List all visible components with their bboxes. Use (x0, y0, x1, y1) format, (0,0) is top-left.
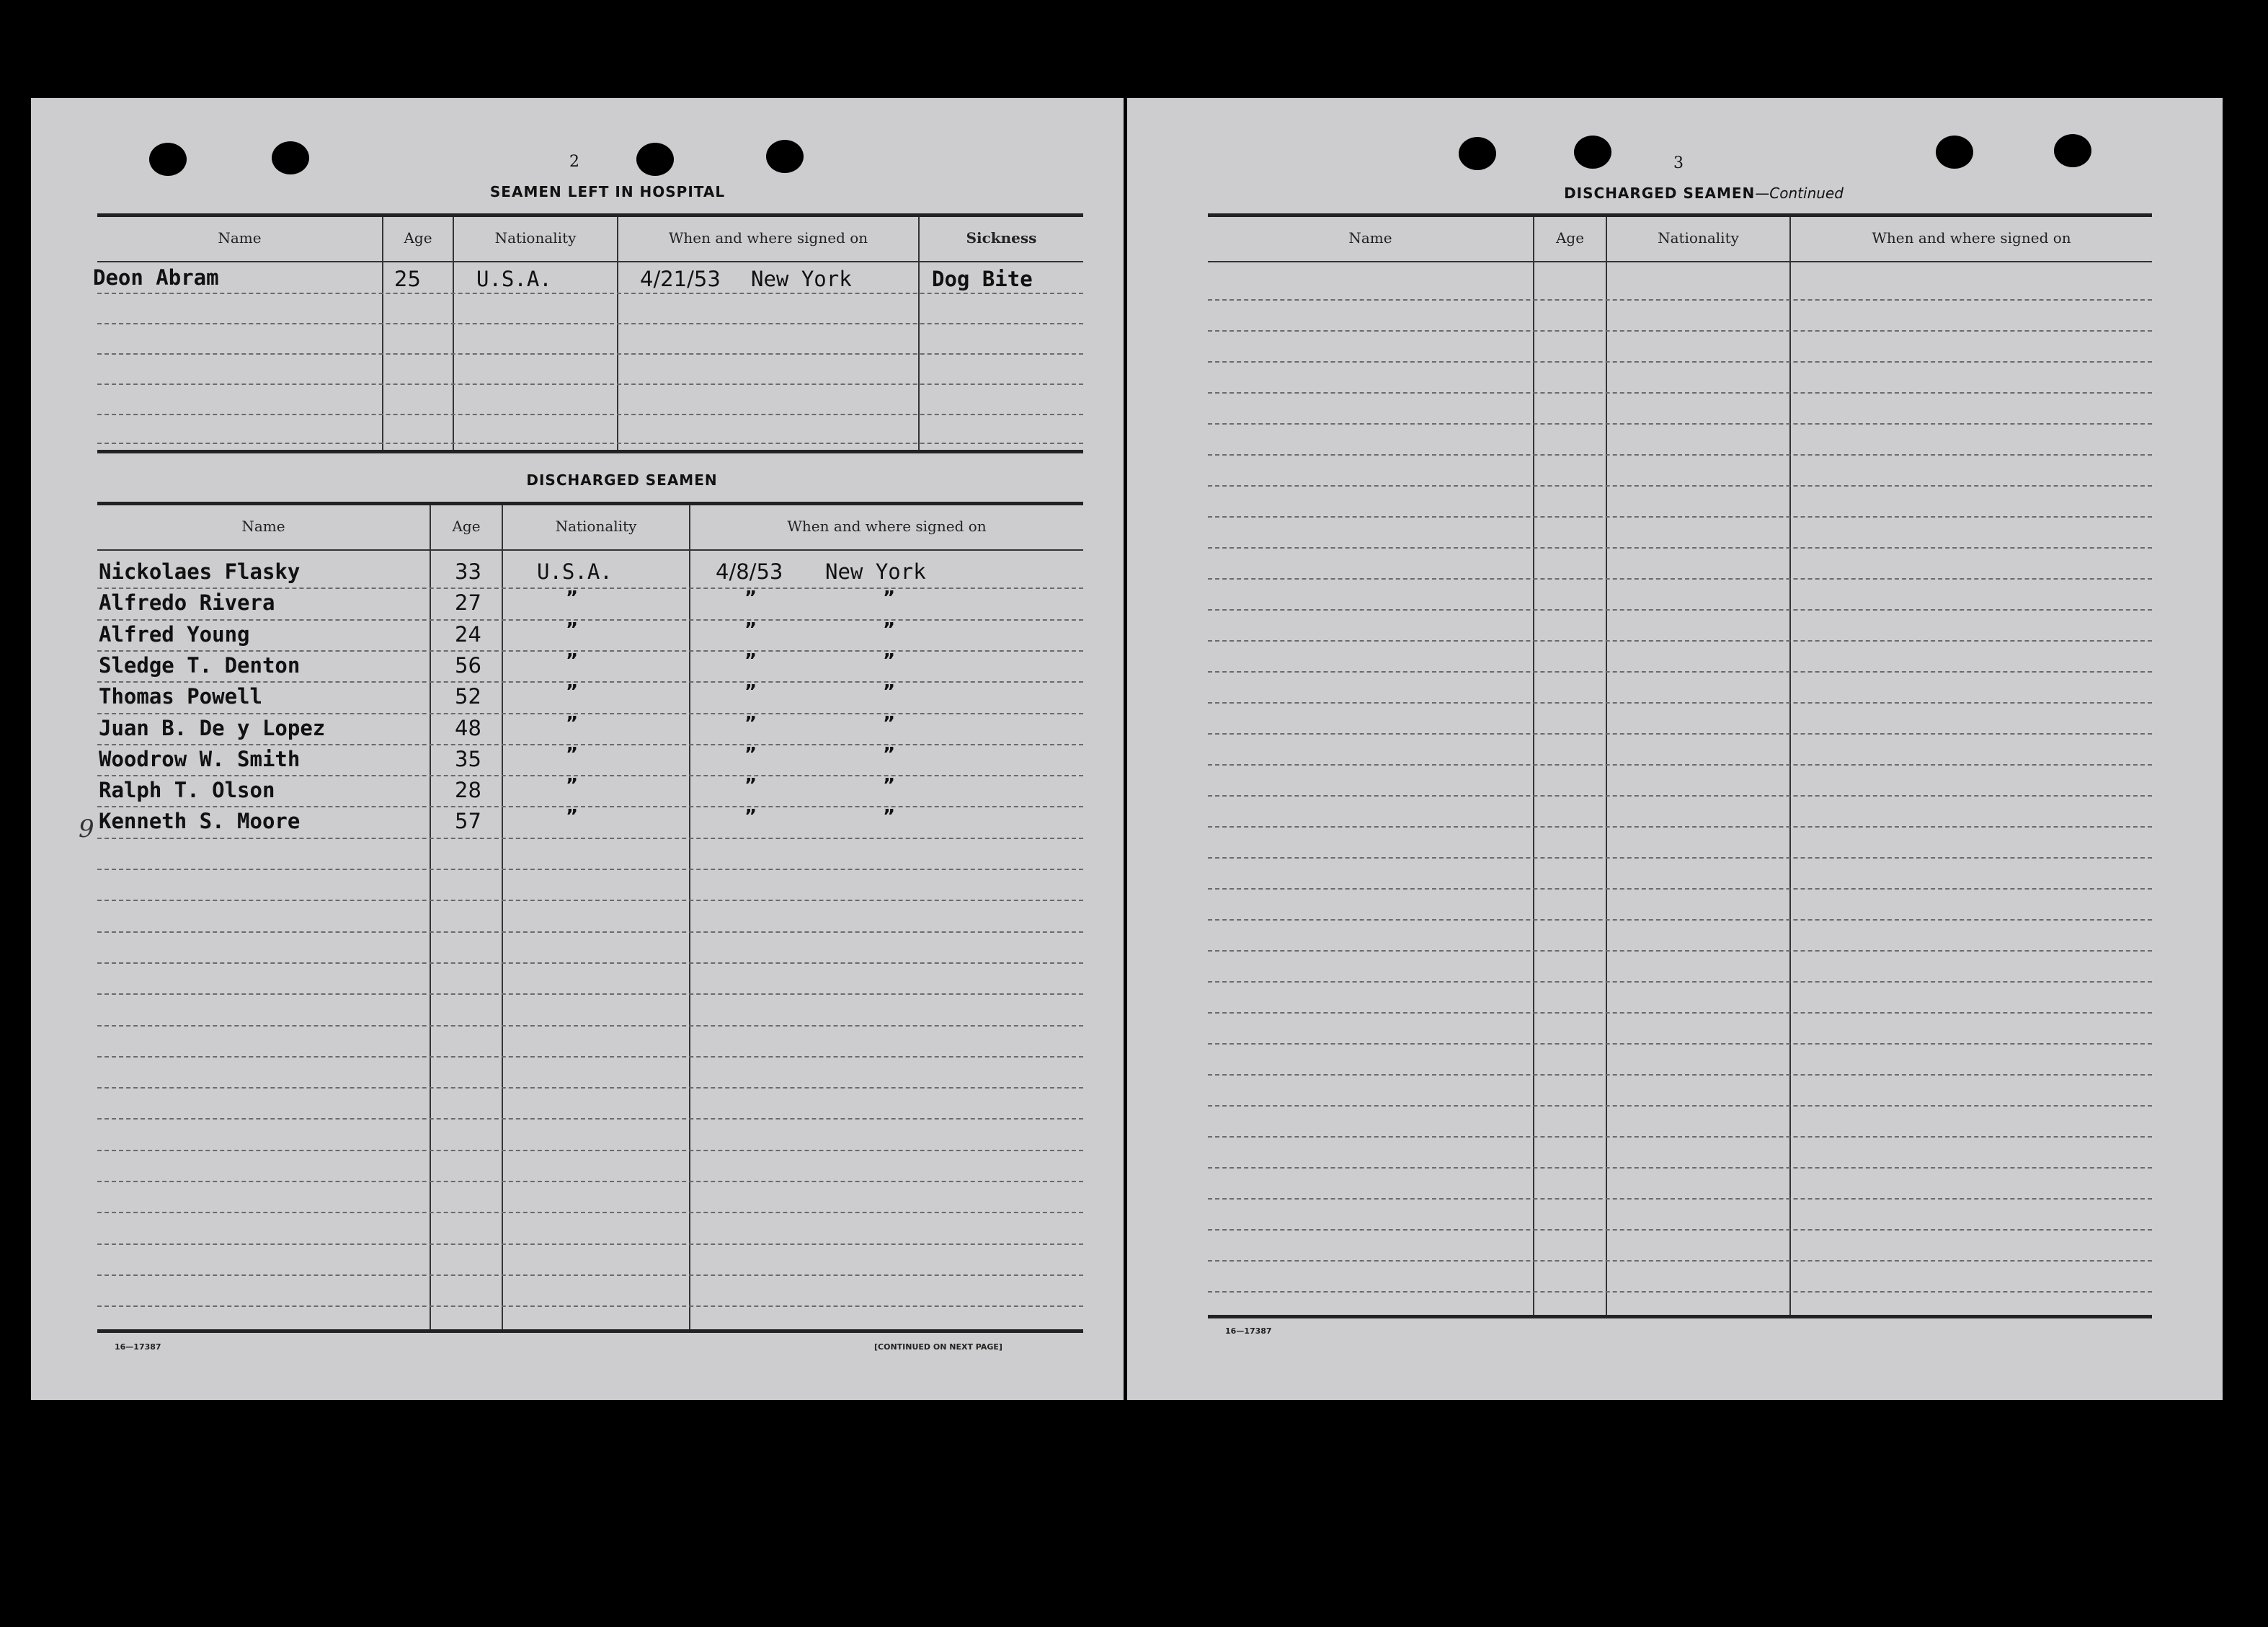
ditto-mark: ” (883, 713, 896, 735)
seaman-age: 24 (455, 622, 481, 647)
row-line (1208, 547, 2152, 549)
table-top-rule (97, 213, 1083, 217)
table-bottom-rule (97, 450, 1083, 453)
seaman-age: 48 (455, 716, 481, 740)
table-row (31, 744, 1124, 776)
ditto-mark: ” (883, 806, 896, 828)
page-number: 2 (569, 153, 579, 171)
seaman-name: Sledge T. Denton (99, 653, 301, 678)
ditto-mark: ” (883, 681, 896, 703)
seaman-age: 28 (455, 778, 481, 802)
seaman-age: 33 (455, 559, 481, 584)
column-header-age: Age (452, 518, 481, 535)
right-page (1127, 98, 2223, 1400)
column-header-sickness: Sickness (966, 229, 1037, 247)
column-header-signed-on: When and where signed on (787, 518, 987, 535)
column-divider (1533, 217, 1534, 1315)
row-line (97, 1056, 1083, 1058)
seaman-age: 25 (394, 267, 421, 291)
row-line (97, 414, 1083, 415)
table-header-rule (97, 549, 1083, 551)
column-divider (1606, 217, 1607, 1315)
discharged-continued-title (1487, 185, 1920, 202)
column-header-name: Name (241, 518, 285, 535)
table-row (31, 559, 1124, 588)
column-header-age: Age (1555, 229, 1585, 247)
row-line (1208, 981, 2152, 983)
row-line (97, 1150, 1083, 1151)
seaman-age: 27 (455, 590, 481, 615)
seaman-nationality: U.S.A. (537, 559, 613, 584)
seaman-name: Nickolaes Flasky (99, 559, 301, 584)
ditto-mark: ” (883, 744, 896, 766)
ditto-mark: ” (883, 775, 896, 797)
row-line (1208, 1167, 2152, 1169)
margin-mark: 9 (79, 815, 94, 843)
table-row (31, 713, 1124, 745)
table-row (31, 619, 1124, 651)
discharged-title: DISCHARGED SEAMEN (526, 471, 718, 489)
punch-hole (1936, 136, 1973, 169)
table-row (31, 681, 1124, 713)
ditto-mark: ” (566, 775, 579, 797)
row-line (97, 1118, 1083, 1120)
row-line (1208, 1136, 2152, 1138)
column-divider (1789, 217, 1791, 1315)
row-line (97, 1212, 1083, 1213)
table-header-rule (1208, 261, 2152, 262)
signed-on-date: 4/8/53 (716, 559, 783, 584)
punch-hole (272, 141, 309, 174)
row-line (97, 443, 1083, 444)
column-header-age: Age (404, 229, 432, 247)
table-row (31, 775, 1124, 807)
row-line (97, 931, 1083, 933)
row-line (1208, 392, 2152, 394)
table-row (31, 650, 1124, 682)
form-number: 16—17387 (115, 1342, 161, 1352)
form-number: 16—17387 (1225, 1326, 1272, 1336)
column-header-nationality: Nationality (555, 518, 637, 535)
punch-hole (636, 143, 674, 176)
seaman-age: 57 (455, 809, 481, 833)
row-line (1208, 1074, 2152, 1076)
row-line (1208, 454, 2152, 456)
row-line (1208, 1105, 2152, 1107)
left-page (31, 98, 1124, 1400)
column-header-nationality: Nationality (494, 229, 577, 247)
row-line (97, 353, 1083, 355)
row-line (1208, 795, 2152, 797)
ditto-mark: ” (883, 650, 896, 672)
row-line (1208, 423, 2152, 425)
column-header-signed-on: When and where signed on (668, 229, 868, 247)
row-line (1208, 578, 2152, 580)
title-text: DISCHARGED SEAMEN (1564, 185, 1756, 202)
row-line (97, 869, 1083, 870)
row-line (1208, 299, 2152, 301)
ditto-mark: ” (566, 588, 579, 609)
ditto-mark: ” (744, 588, 757, 609)
seaman-name: Alfred Young (99, 622, 250, 647)
page-number: 3 (1673, 154, 1684, 172)
ditto-mark: ” (744, 650, 757, 672)
seaman-age: 35 (455, 747, 481, 771)
ditto-mark: ” (744, 775, 757, 797)
row-line (97, 384, 1083, 385)
row-line (1208, 609, 2152, 611)
row-line (1208, 826, 2152, 828)
table-header-rule (97, 261, 1083, 262)
row-line (1208, 733, 2152, 735)
table-row (31, 590, 1124, 619)
punch-hole (2054, 134, 2091, 167)
ditto-mark: ” (566, 681, 579, 703)
row-line (1208, 516, 2152, 518)
ditto-mark: ” (883, 588, 896, 609)
seaman-age: 56 (455, 653, 481, 678)
row-line (97, 838, 1083, 839)
row-line (97, 1181, 1083, 1182)
row-line (97, 962, 1083, 964)
ditto-mark: ” (744, 681, 757, 703)
row-line (1208, 919, 2152, 921)
ditto-mark: ” (566, 744, 579, 766)
ditto-mark: ” (744, 713, 757, 735)
hospital-title: SEAMEN LEFT IN HOSPITAL (489, 183, 726, 200)
ditto-mark: ” (744, 806, 757, 828)
ditto-mark: ” (566, 619, 579, 641)
row-line (1208, 1198, 2152, 1200)
punch-hole (149, 143, 187, 176)
row-line (97, 1243, 1083, 1245)
punch-hole (766, 140, 804, 173)
ditto-mark: ” (566, 713, 579, 735)
seaman-name: Juan B. De y Lopez (99, 716, 326, 740)
signed-on-date: 4/21/53 (640, 267, 721, 291)
row-line (1208, 640, 2152, 642)
row-line (97, 619, 1083, 621)
table-row (31, 806, 1124, 838)
row-line (97, 1305, 1083, 1307)
row-line (1208, 764, 2152, 766)
table-top-rule (97, 502, 1083, 505)
ditto-mark: ” (883, 619, 896, 641)
row-line (1208, 485, 2152, 487)
signed-on-place: New York (825, 559, 926, 584)
signed-on-place: New York (751, 267, 852, 291)
column-header-nationality: Nationality (1658, 229, 1739, 247)
table-bottom-rule (97, 1329, 1083, 1333)
table-bottom-rule (1208, 1315, 2152, 1318)
ditto-mark: ” (566, 650, 579, 672)
row-line (1208, 1229, 2152, 1231)
ditto-mark: ” (744, 619, 757, 641)
row-line (1208, 361, 2152, 363)
row-line (1208, 671, 2152, 673)
row-line (97, 1087, 1083, 1089)
row-line (1208, 950, 2152, 952)
seaman-name: Ralph T. Olson (99, 778, 275, 802)
table-row (31, 265, 1124, 294)
column-header-name: Name (218, 229, 262, 247)
title-suffix: —Continued (1755, 185, 1844, 202)
row-line (1208, 1043, 2152, 1045)
row-line (1208, 702, 2152, 704)
row-line (1208, 857, 2152, 859)
seaman-name: Thomas Powell (99, 684, 262, 709)
row-line (97, 323, 1083, 324)
row-line (1208, 1012, 2152, 1014)
table-top-rule (1208, 213, 2152, 217)
column-header-signed-on: When and where signed on (1872, 229, 2071, 247)
ditto-mark: ” (566, 806, 579, 828)
seaman-name: Woodrow W. Smith (99, 747, 301, 771)
seaman-age: 52 (455, 684, 481, 709)
row-line (1208, 1260, 2152, 1262)
seaman-name: Deon Abram (93, 265, 219, 290)
row-line (97, 900, 1083, 901)
row-line (97, 1025, 1083, 1027)
seaman-name: Alfredo Rivera (99, 590, 275, 615)
punch-hole (1574, 136, 1611, 169)
column-header-name: Name (1348, 229, 1392, 247)
seaman-nationality: U.S.A. (476, 267, 552, 291)
row-line (1208, 888, 2152, 890)
punch-hole (1459, 137, 1496, 170)
row-line (97, 1274, 1083, 1276)
row-line (97, 993, 1083, 995)
continued-note: [CONTINUED ON NEXT PAGE] (874, 1342, 1002, 1352)
seaman-name: Kenneth S. Moore (99, 809, 301, 833)
row-line (1208, 1291, 2152, 1293)
row-line (1208, 330, 2152, 332)
row-line (97, 713, 1083, 714)
sickness: Dog Bite (932, 267, 1033, 291)
ditto-mark: ” (744, 744, 757, 766)
